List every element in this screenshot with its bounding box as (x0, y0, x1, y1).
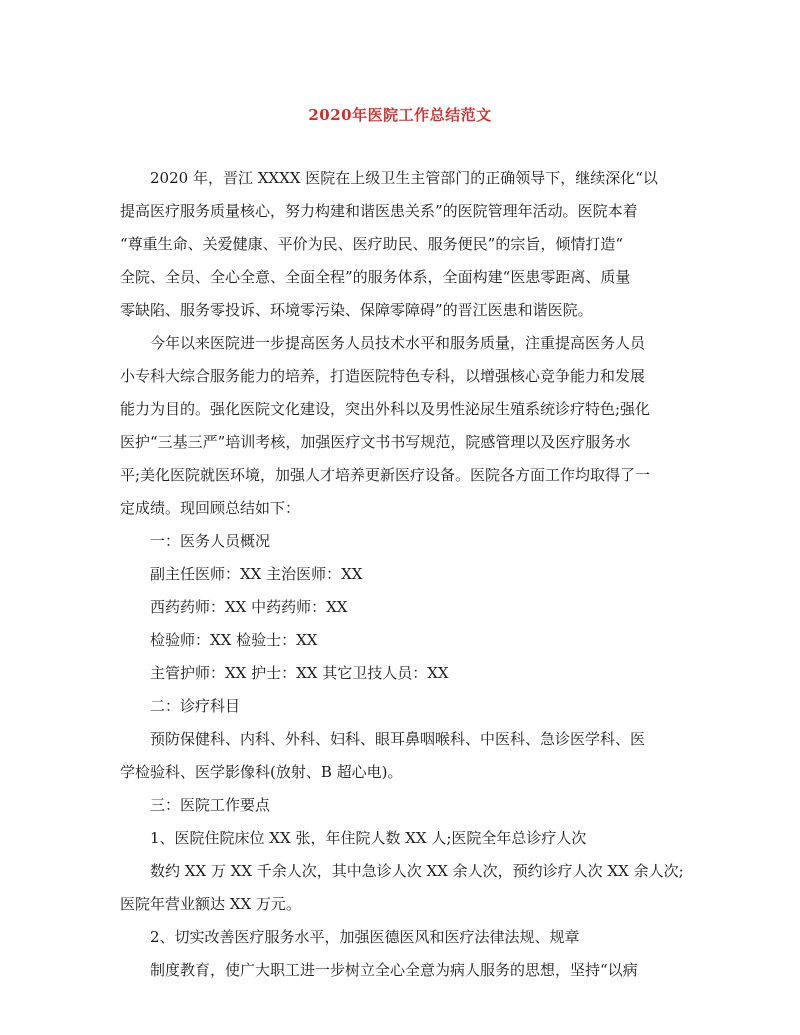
text-line: 2、切实改善医疗服务水平，加强医德医风和医疗法律法规、规章 (120, 928, 580, 946)
text-line: 医院年营业额达 XX 万元。 (120, 895, 301, 913)
text-line: 数约 XX 万 XX 千余人次，其中急诊人次 XX 余人次，预约诊疗人次 XX 余人次; (120, 862, 684, 880)
text-line: 西药药师：XX 中药药师：XX (120, 598, 348, 616)
text-line: 今年以来医院进一步提高医务人员技术水平和服务质量，注重提高医务人员 (120, 334, 646, 352)
text-line: 全院、全员、全心全意、全面全程”的服务体系，全面构建“医患零距离、质量 (120, 268, 631, 286)
text-line: 平;美化医院就医环境，加强人才培养更新医疗设备。医院各方面工作均取得了一 (120, 466, 651, 484)
text-line: 副主任医师：XX 主治医师：XX (120, 565, 363, 583)
text-line: 小专科大综合服务能力的培养，打造医院特色专科，以增强核心竞争能力和发展 (120, 367, 646, 385)
text-line: 医护“三基三严”培训考核，加强医疗文书书写规范，院感管理以及医疗服务水 (120, 433, 631, 451)
text-line: “尊重生命、关爱健康、平价为民、医疗助民、服务便民”的宗旨，倾情打造“ (120, 235, 624, 253)
text-line: 二：诊疗科目 (120, 697, 241, 715)
text-line: 主管护师：XX 护士：XX 其它卫技人员：XX (120, 664, 449, 682)
text-line: 预防保健科、内科、外科、妇科、眼耳鼻咽喉科、中医科、急诊医学科、医 (120, 730, 646, 748)
text-line: 2020 年，晋江 XXXX 医院在上级卫生主管部门的正确领导下，继续深化“以 (120, 169, 658, 187)
text-line: 零缺陷、服务零投诉、环境零污染、保障零障碍”的晋江医患和谐医院。 (120, 301, 593, 319)
document-body (120, 162, 684, 987)
text-line: 三：医院工作要点 (120, 796, 271, 814)
text-line: 1、医院住院床位 XX 张，年住院人数 XX 人;医院全年总诊疗人次 (120, 829, 587, 847)
text-line: 学检验科、医学影像科(放射、B 超心电)。 (120, 763, 403, 781)
document-title: 2020年医院工作总结范文 (308, 106, 492, 124)
text-line: 能力为目的。强化医院文化建设，突出外科以及男性泌尿生殖系统诊疗特色;强化 (120, 400, 651, 418)
text-line: 提高医疗服务质量核心，努力构建和谐医患关系”的医院管理年活动。医院本着 (120, 202, 638, 220)
text-line: 一：医务人员概况 (120, 532, 271, 550)
text-line: 制度教育，使广大职工进一步树立全心全意为病人服务的思想，坚持“以病 (120, 961, 638, 979)
text-line: 检验师：XX 检验士：XX (120, 631, 318, 649)
text-line: 定成绩。现回顾总结如下： (120, 499, 301, 517)
